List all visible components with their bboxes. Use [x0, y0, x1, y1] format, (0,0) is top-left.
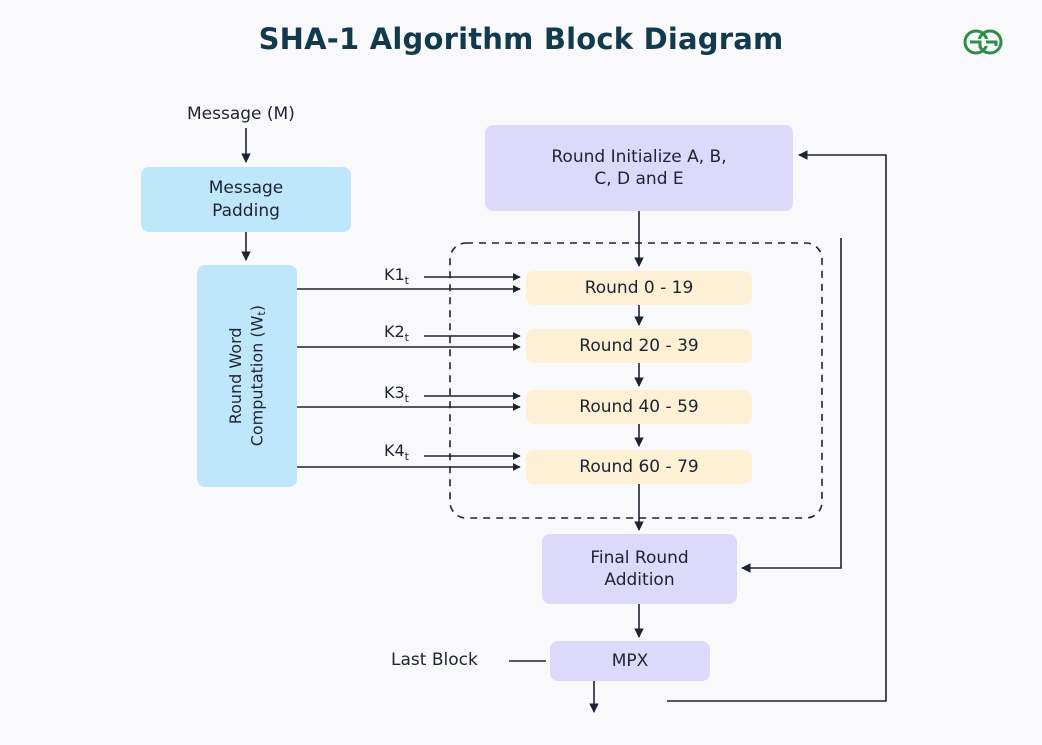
node-round-initialize-line2: C, D and E	[594, 169, 684, 189]
node-round-initialize-line1: Round Initialize A, B,	[551, 146, 727, 167]
label-k1-subscript: t	[404, 274, 409, 288]
node-mpx: MPX	[550, 641, 710, 681]
label-k4-text: K4	[384, 441, 405, 460]
label-k2	[384, 322, 409, 344]
node-final-round-line1: Final Round	[590, 547, 689, 568]
label-k1	[384, 265, 409, 287]
node-round-word-computation-line1: Round Word	[225, 327, 245, 425]
label-k4	[384, 441, 409, 463]
label-k4-subscript: t	[404, 450, 409, 464]
node-round-60-79: Round 60 - 79	[526, 450, 752, 484]
node-rwc-line2-text: Computation (W	[247, 315, 267, 447]
node-rwc-line2-end: )	[247, 305, 267, 312]
node-message-padding	[141, 167, 351, 232]
label-k3-subscript: t	[404, 392, 409, 406]
geeksforgeeks-logo-icon	[956, 20, 1010, 64]
node-round-word-computation	[197, 265, 297, 487]
node-final-round-addition	[542, 534, 737, 604]
node-message-padding-line2: Padding	[212, 200, 280, 221]
node-round-20-39: Round 20 - 39	[526, 329, 752, 363]
node-message-padding-line1: Message	[208, 178, 284, 199]
node-round-0-19: Round 0 - 19	[526, 271, 752, 305]
label-message: Message (M)	[187, 104, 295, 124]
label-k3-text: K3	[384, 383, 405, 402]
node-round-word-computation-text	[225, 305, 270, 446]
label-k2-subscript: t	[404, 331, 409, 345]
label-last-block: Last Block	[391, 650, 478, 670]
label-k3	[384, 383, 409, 405]
node-round-initialize	[485, 125, 793, 211]
label-k2-text: K2	[384, 322, 405, 341]
label-k1-text: K1	[384, 265, 405, 284]
node-round-40-59: Round 40 - 59	[526, 390, 752, 424]
node-final-round-line2: Addition	[604, 570, 675, 590]
page-title: SHA-1 Algorithm Block Diagram	[258, 22, 784, 56]
node-round-word-computation-line2	[246, 305, 269, 446]
node-rwc-line2-sub: t	[254, 311, 268, 316]
